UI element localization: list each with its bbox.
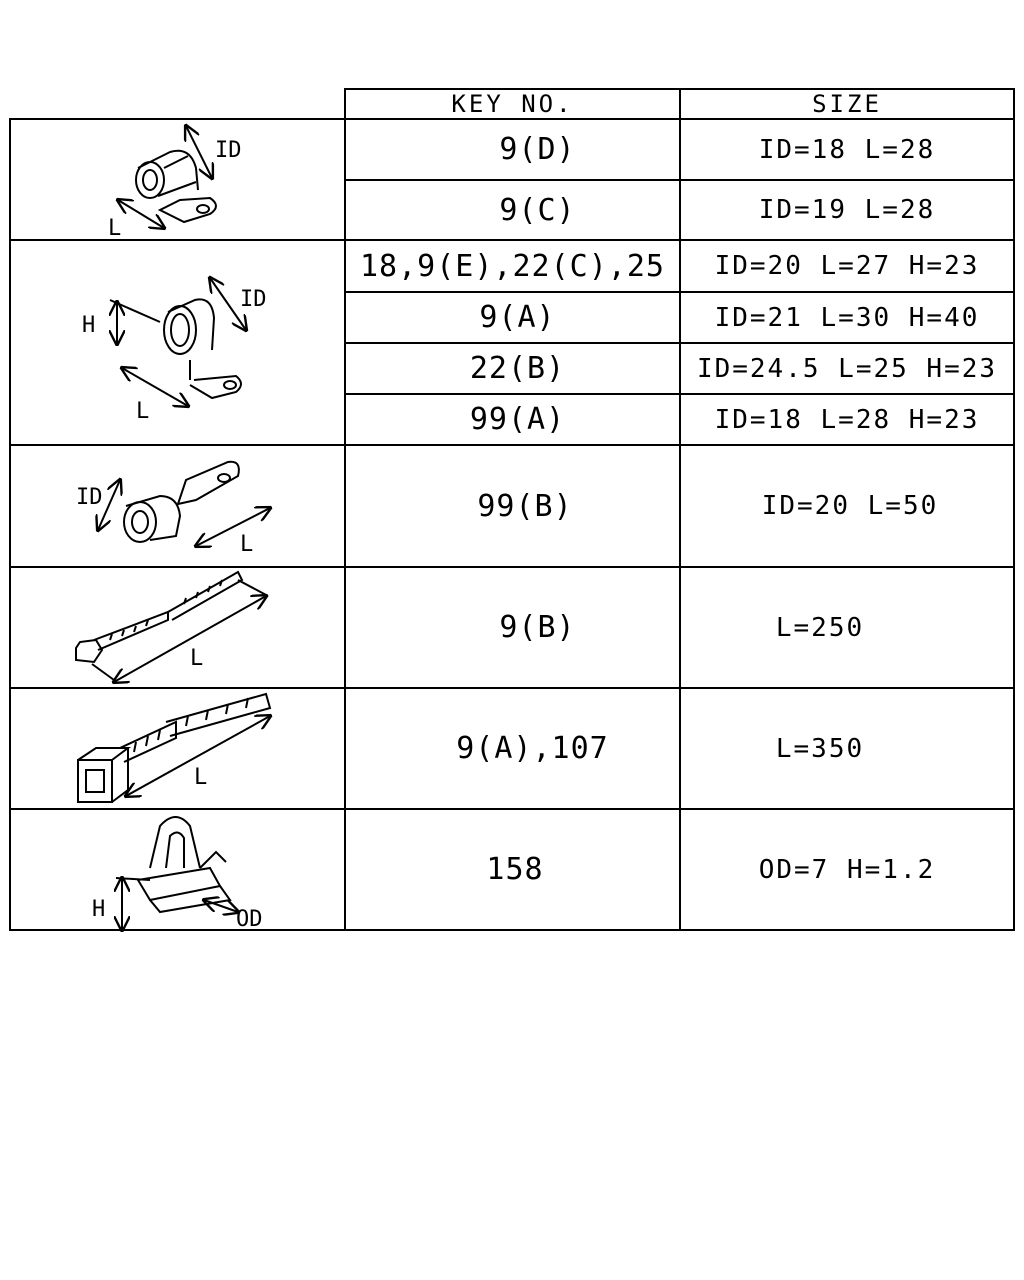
key-cell: 9(D) <box>499 132 576 167</box>
key-cell: 99(A) <box>469 402 566 437</box>
size-cell: ID=24.5 L=25 H=23 <box>696 353 998 384</box>
cable-tie-250-figure <box>76 572 268 682</box>
key-cell: 99(B) <box>477 488 573 524</box>
size-cell: ID=21 L=30 H=40 <box>714 302 980 333</box>
key-cell: 9(C) <box>499 192 576 228</box>
key-cell: 22(B) <box>469 351 566 386</box>
dim-label-l: L <box>194 765 208 790</box>
dim-label-id: ID <box>240 287 267 312</box>
dim-label-h: H <box>82 313 96 338</box>
key-cell: 9(A) <box>479 300 556 335</box>
size-cell: ID=18 L=28 <box>758 134 936 165</box>
size-cell: ID=18 L=28 H=23 <box>714 404 980 435</box>
dim-label-h: H <box>92 897 106 922</box>
dim-label-l: L <box>190 646 204 671</box>
size-cell: L=350 <box>775 733 865 764</box>
dim-label-od: OD <box>236 907 263 932</box>
key-cell: 18,9(E),22(C),25 <box>360 248 665 284</box>
key-cell: 9(B) <box>499 610 576 645</box>
saddle-clamp-figure <box>110 278 246 406</box>
cable-tie-350-figure <box>78 694 270 802</box>
size-cell: OD=7 H=1.2 <box>758 854 936 885</box>
key-cell: 9(A),107 <box>456 731 609 766</box>
key-cell: 158 <box>486 852 544 887</box>
dim-label-l: L <box>136 399 150 424</box>
p-clamp-figure <box>118 126 216 228</box>
size-cell: ID=19 L=28 <box>758 195 936 225</box>
size-cell: L=250 <box>775 612 865 643</box>
dim-label-l: L <box>108 216 122 241</box>
header-key-no: KEY NO. <box>451 90 574 118</box>
push-clip-figure <box>116 817 238 930</box>
dim-label-id: ID <box>215 138 242 163</box>
header-size: SIZE <box>812 90 882 118</box>
size-cell: ID=20 L=50 <box>761 491 939 521</box>
size-cell: ID=20 L=27 H=23 <box>714 251 980 281</box>
dim-label-l: L <box>240 532 254 557</box>
dim-label-id: ID <box>76 485 103 510</box>
